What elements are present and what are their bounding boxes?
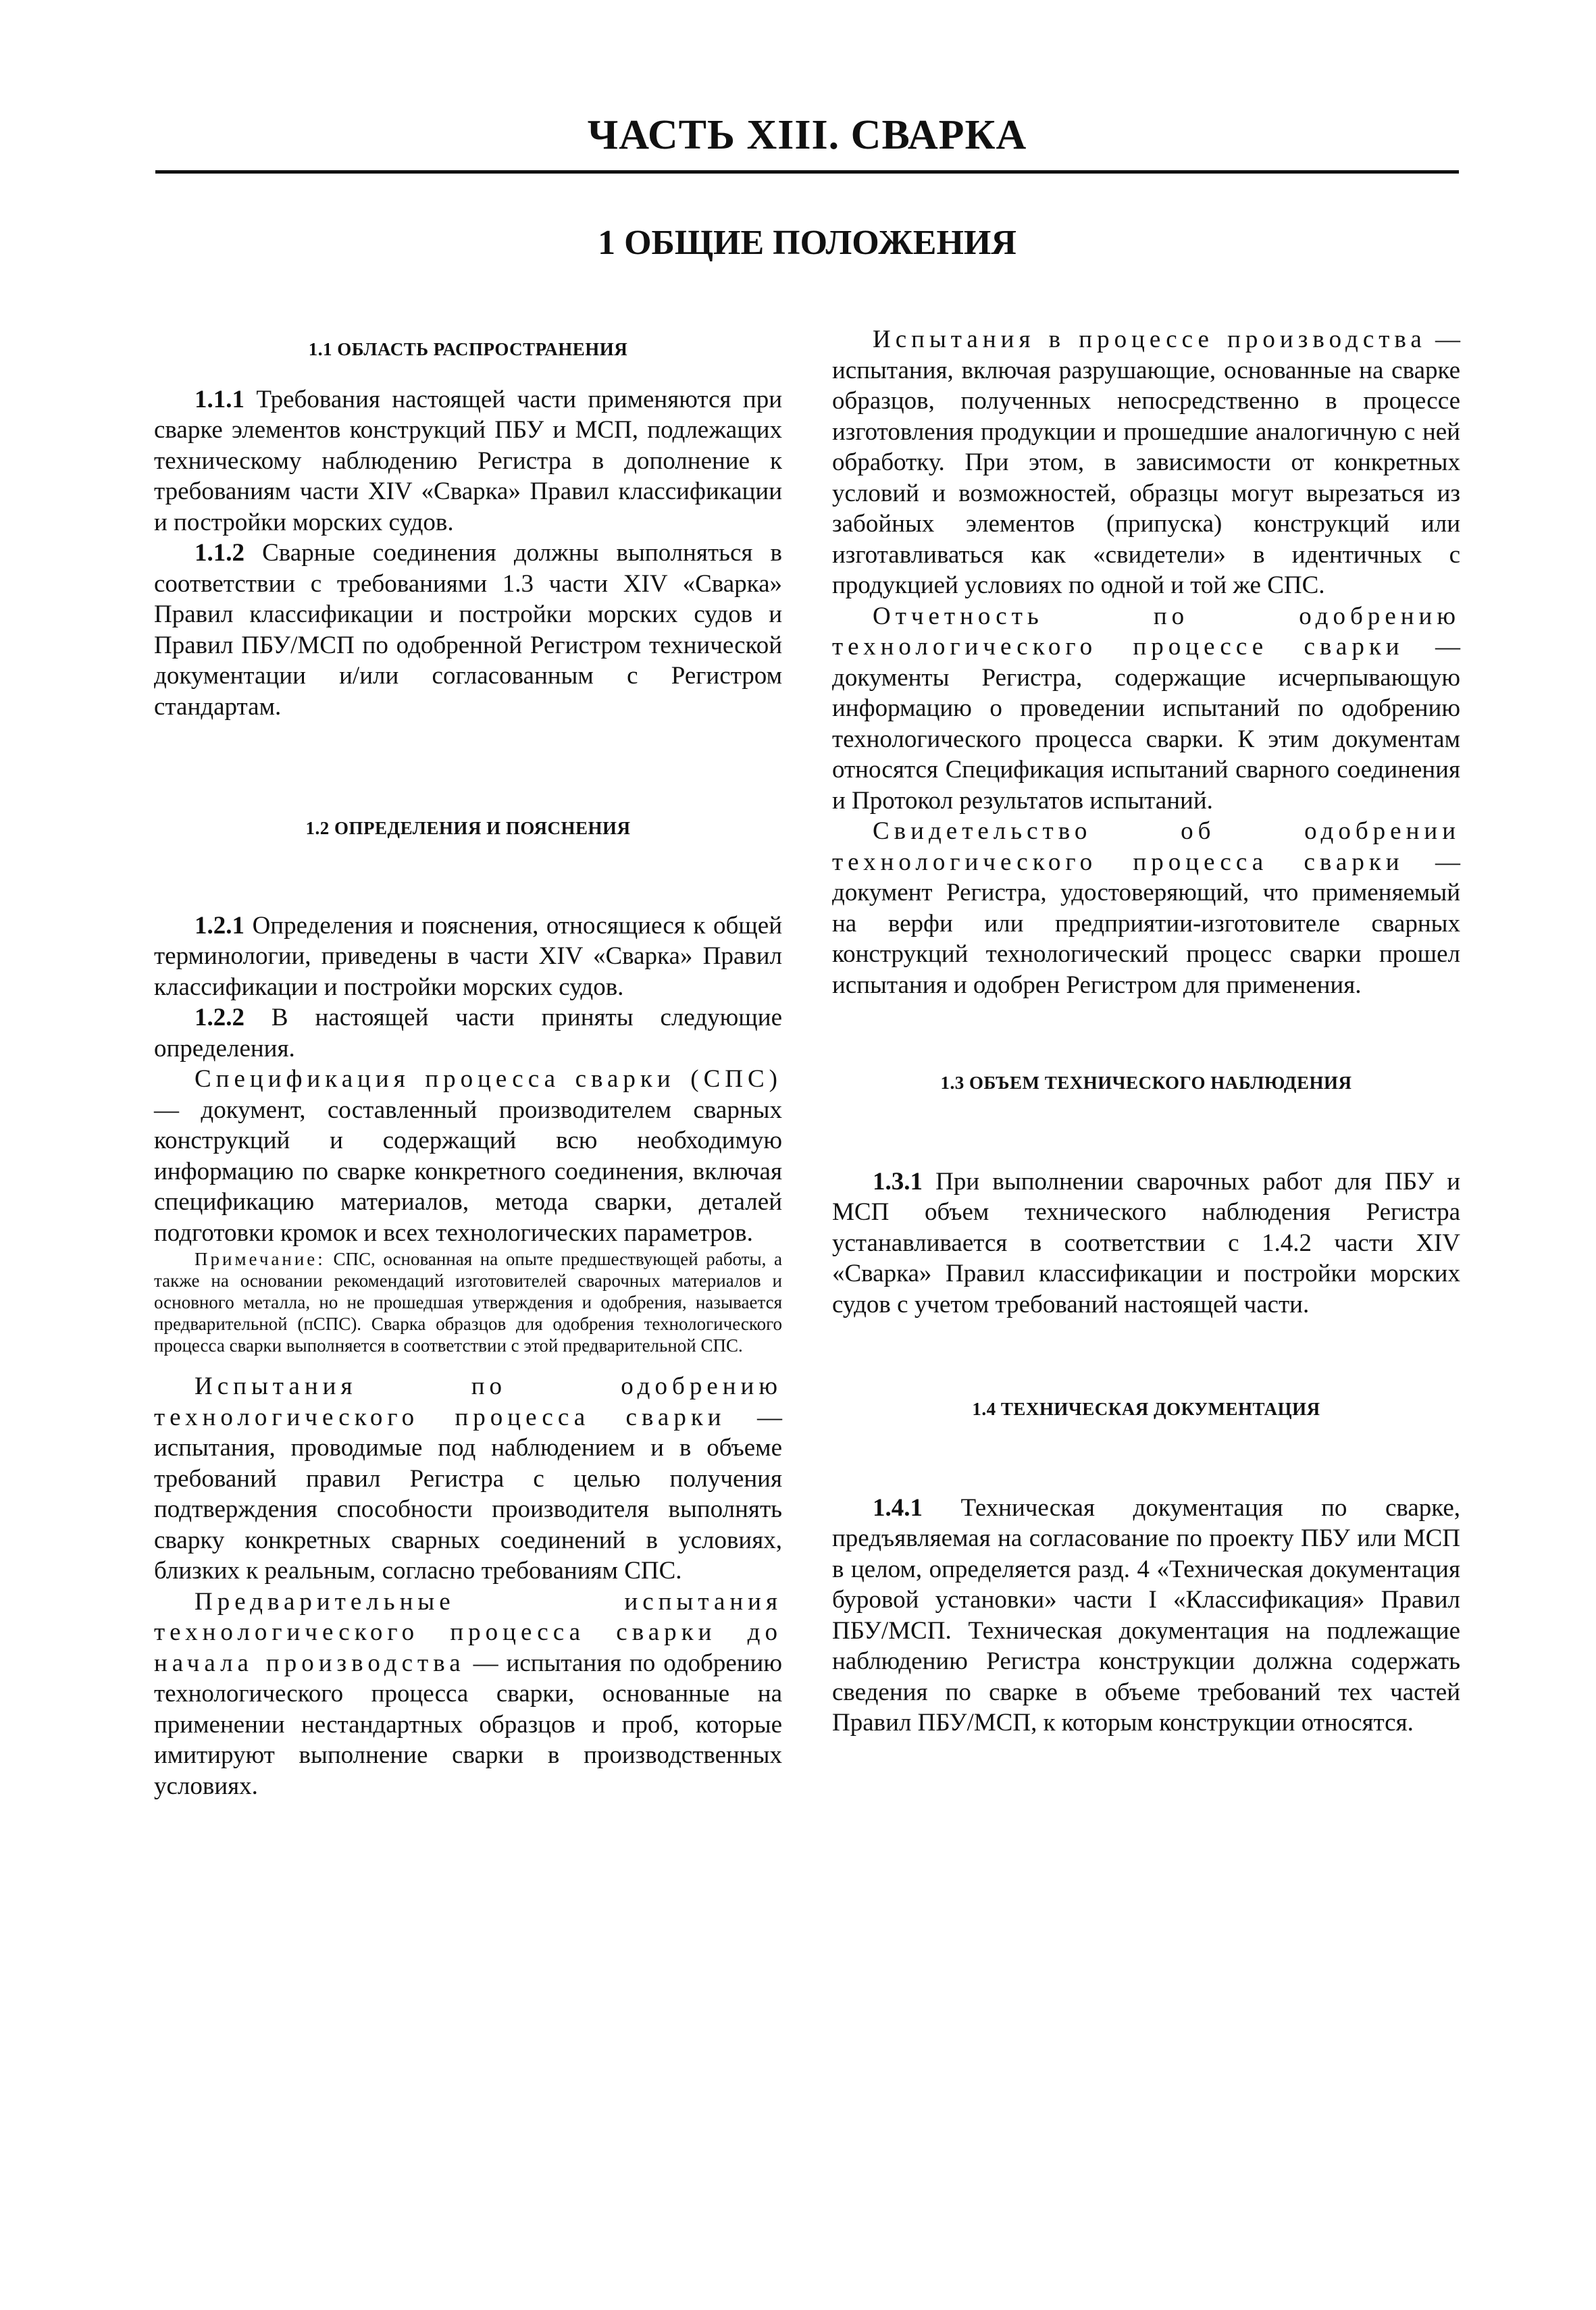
clause-number: 1.1.1 xyxy=(195,385,244,413)
definition-text: — испытания по одобрению технологического процесса сварки, основанные на применении нестандартных образцов и проб, которые имитируют выполнение сварки в производственных условиях. xyxy=(154,1649,782,1800)
definition-term: Свидетельство об одобрении технологического процесса сварки xyxy=(832,817,1460,876)
definition-term: Испытания в процессе производства xyxy=(873,326,1426,353)
clause-text: В настоящей части приняты следующие определения. xyxy=(154,1004,782,1062)
clause-number: 1.4.1 xyxy=(873,1493,923,1522)
heading-1-4: 1.4 ТЕХНИЧЕСКАЯ ДОКУМЕНТАЦИЯ xyxy=(972,1399,1320,1419)
definition-production-tests xyxy=(832,324,1460,601)
definition-text: — испытания, включая разрушающие, основанные на сварке образцов, полученных непосредственно в процессе изготовления продукции и прошедшие аналогичную с ней обработку. При этом, в зависимости от конкретных условий и возможностей, образцы могут вырезаться из забойных элементов (припуска) конструкций или изготавливаться как «свидетели» в идентичных с продукцией условиях по одной и той же СПС. xyxy=(832,326,1461,599)
paragraph-1-3-1 xyxy=(832,1166,1460,1320)
definition-term: Отчетность по одобрению технологического процессе сварки xyxy=(832,602,1460,661)
paragraph-1-1-2 xyxy=(154,538,782,722)
definition-preliminary-tests xyxy=(154,1587,782,1802)
definition-term: Предварительные испытания технологического процесса сварки до начала производства xyxy=(154,1587,782,1677)
definition-certificate xyxy=(832,816,1460,1000)
paragraph-1-1-1 xyxy=(154,384,782,538)
paragraph-1-4-1 xyxy=(832,1493,1460,1739)
title-rule xyxy=(155,170,1459,174)
heading-1-2: 1.2 ОПРЕДЕЛЕНИЯ И ПОЯСНЕНИЯ xyxy=(305,818,631,838)
heading-1-3: 1.3 ОБЪЕМ ТЕХНИЧЕСКОГО НАБЛЮДЕНИЯ xyxy=(940,1073,1352,1093)
clause-number: 1.2.2 xyxy=(195,1004,244,1031)
definition-text: — документ, составленный производителем сварных конструкций и содержащий всю необходимую информацию по сварке конкретного соединения, включая спецификацию материалов, метода сварки, деталей подготовки кромок и всех технологических параметров. xyxy=(154,1096,782,1247)
clause-text: Сварные соединения должны выполняться в соответствии с требованиями 1.3 части XIV «Сварка» Правил классификации и постройки морских судов и Правил ПБУ/МСП по одобренной Регистром технической документации и/или согласованным с Регистром стандартам. xyxy=(154,539,782,721)
paragraph-1-2-2 xyxy=(154,1002,782,1064)
clause-number: 1.1.2 xyxy=(195,539,244,567)
definition-approval-tests xyxy=(154,1371,782,1587)
clause-text: Требования настоящей части применяются при сварке элементов конструкций ПБУ и МСП, подлежащих техническому наблюдению Регистра в дополнение к требованиям части XIV «Сварка» Правил классификации и постройки морских судов. xyxy=(154,385,782,536)
chapter-title: 1 ОБЩИЕ ПОЛОЖЕНИЯ xyxy=(598,224,1016,262)
clause-text: При выполнении сварочных работ для ПБУ и МСП объем технического наблюдения Регистра устанавливается в соответствии с 1.4.2 части XIV «Сварка» Правил классификации и постройки морских судов с учетом требований настоящей части. xyxy=(832,1167,1460,1318)
note-text: СПС, основанная на опыте предшествующей работы, а также на основании рекомендаций изготовителей сварочных материалов и основного металла, но не прошедшая утверждения и одобрения, называется предварительной (пСПС). Сварка образцов для одобрения технологического процесса сварки выполняется в соответствии с этой предварительной СПС. xyxy=(154,1249,782,1356)
definition-sps xyxy=(154,1064,782,1248)
clause-number: 1.3.1 xyxy=(873,1167,923,1196)
definition-text: — документы Регистра, содержащие исчерпывающую информацию о проведении испытаний по одобрению технологического процесса сварки. К этим документам относятся Спецификация испытаний сварного соединения и Протокол результатов испытаний. xyxy=(832,633,1461,815)
clause-number: 1.2.1 xyxy=(195,911,244,940)
definition-text: — документ Регистра, удостоверяющий, что применяемый на верфи или предприятии-изготовителе сварных конструкций технологический процесс сварки прошел испытания и одобрен Регистром для применения. xyxy=(832,848,1461,999)
definition-term: Испытания по одобрению технологического процесса сварки xyxy=(154,1372,782,1431)
definition-term: Спецификация процесса сварки (СПС) xyxy=(195,1065,782,1093)
definition-reporting xyxy=(832,601,1460,817)
paragraph-1-2-1 xyxy=(154,910,782,1003)
note xyxy=(154,1248,782,1356)
page-title: ЧАСТЬ XIII. СВАРКА xyxy=(587,112,1027,158)
clause-text: Техническая документация по сварке, предъявляемая на согласование по проекту ПБУ или МСП в целом, определяется разд. 4 «Техническая документация буровой установки» части I «Классификация» Правил ПБУ/МСП. Техническая документация на подлежащие наблюдению Регистра конструкции должна содержать сведения по сварке в объеме требований тех частей Правил ПБУ/МСП, к которым конструкции относятся. xyxy=(832,1493,1460,1737)
left-column xyxy=(154,324,782,1801)
definition-text: — испытания, проводимые под наблюдением и в объеме требований правил Регистра с целью получения подтверждения способности производителя выполнять сварку конкретных сварных соединений в условиях, близких к реальным, согласно требованиям СПС. xyxy=(154,1403,783,1585)
right-column-content xyxy=(832,324,1460,1739)
heading-1-1: 1.1 ОБЛАСТЬ РАСПРОСТРАНЕНИЯ xyxy=(308,339,628,359)
note-label: Примечание: xyxy=(195,1249,326,1269)
clause-text: Определения и пояснения, относящиеся к общей терминологии, приведены в части XIV «Сварка» Правил классификации и постройки морских судов. xyxy=(154,911,782,1001)
